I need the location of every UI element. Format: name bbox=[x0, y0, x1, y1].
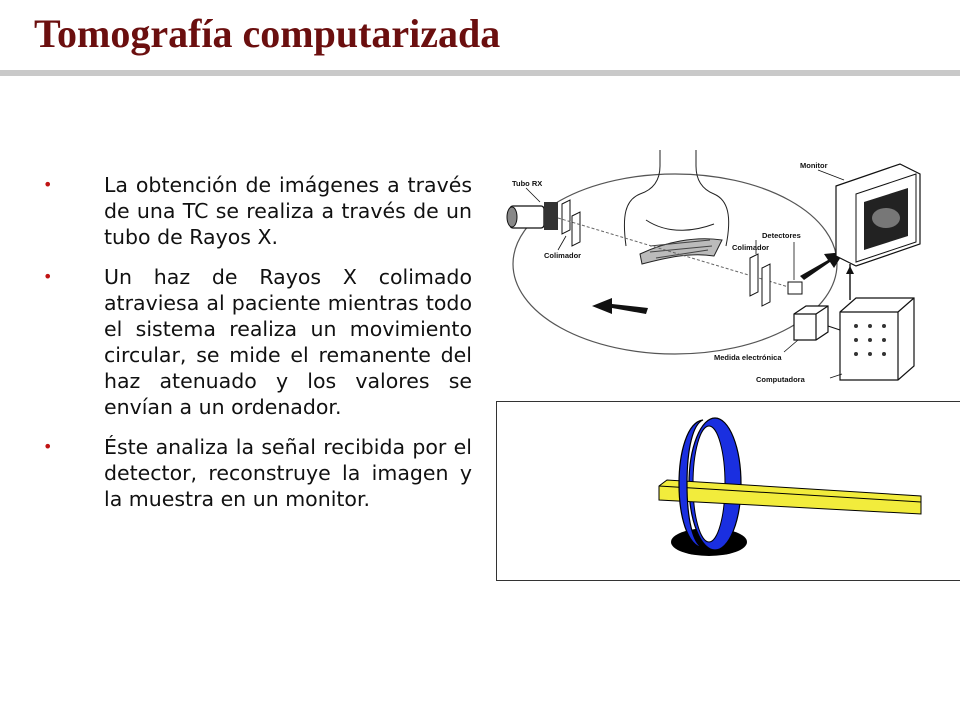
patient-figure bbox=[624, 150, 728, 264]
label-measure: Medida electrónica bbox=[714, 353, 782, 362]
label-collimator-left: Colimador bbox=[544, 251, 582, 260]
gantry-illustration bbox=[497, 402, 960, 580]
label-detectors: Detectores bbox=[762, 231, 801, 240]
bullet-text: La obtención de imágenes a través de una TC se realiza a través de un tubo de Rayos X. bbox=[104, 173, 472, 249]
bullet-marker: • bbox=[43, 437, 53, 456]
slide-title: Tomografía computarizada bbox=[34, 11, 501, 56]
bullet-text: Éste analiza la señal recibida por el detector, reconstruye la imagen y la muestra en un monitor. bbox=[104, 435, 472, 511]
label-computer: Computadora bbox=[756, 375, 805, 384]
computer-box bbox=[840, 298, 914, 380]
xray-tube bbox=[507, 202, 558, 230]
label-monitor: Monitor bbox=[800, 161, 828, 170]
bullet-list bbox=[40, 172, 472, 526]
leader-lines bbox=[526, 170, 844, 378]
title-divider bbox=[0, 70, 960, 76]
gantry-orbit bbox=[513, 174, 837, 354]
monitor-illustration bbox=[836, 164, 920, 266]
bullet-item bbox=[40, 264, 472, 420]
bullet-text: Un haz de Rayos X colimado atraviesa al paciente mientras todo el sistema realiza un movimiento circular, se mide el remanente del haz atenuado y los valores se envían a un ordenador. bbox=[104, 265, 472, 419]
link-line bbox=[828, 326, 840, 330]
up-arrow-icon bbox=[846, 266, 854, 274]
rotation-arrow-icon bbox=[592, 298, 648, 314]
bullet-marker: • bbox=[43, 175, 53, 194]
label-tube: Tubo RX bbox=[512, 179, 543, 188]
gantry-illustration-frame bbox=[496, 401, 960, 581]
label-collimator-right: Colimador bbox=[732, 243, 770, 252]
measure-box bbox=[794, 306, 828, 340]
bullet-item bbox=[40, 172, 472, 250]
collimator-right bbox=[750, 254, 770, 306]
bullet-item bbox=[40, 434, 472, 512]
collimator-left bbox=[562, 200, 580, 246]
detector-block bbox=[788, 282, 802, 294]
bullet-marker: • bbox=[43, 267, 53, 286]
ct-scanner-diagram bbox=[500, 146, 922, 388]
